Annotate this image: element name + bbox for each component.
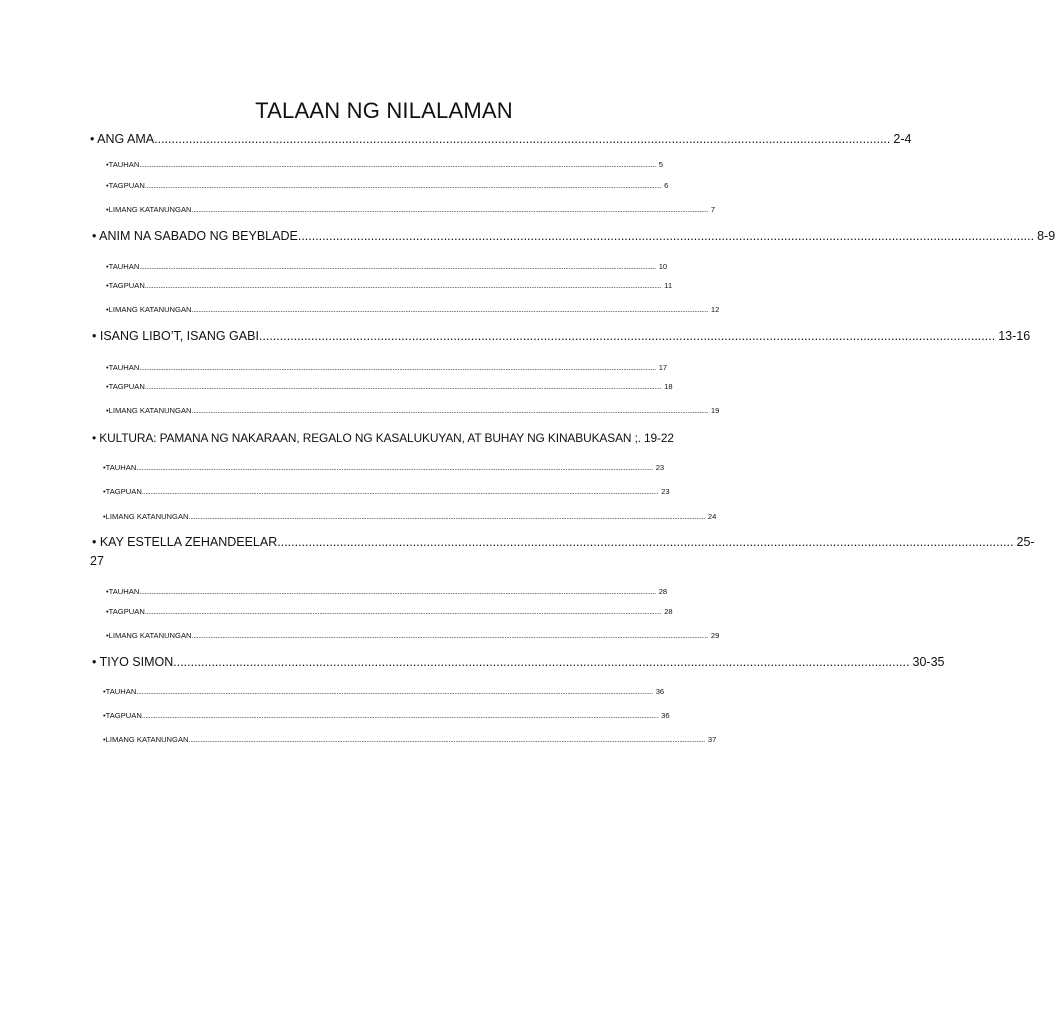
toc-subentry-label: •TAGPUAN (106, 281, 145, 290)
toc-entry (92, 229, 1055, 244)
page-title: TALAAN NG NILALAMAN (255, 98, 513, 123)
toc-entry-page: 8-9 (1037, 229, 1055, 243)
toc-subentry-label: •TAUHAN (106, 160, 140, 169)
toc-subentry-page: 5 (658, 160, 663, 169)
toc-entry-page: 25- (1016, 535, 1035, 549)
toc-subentry-label: •LIMANG KATANUNGAN (106, 406, 192, 415)
toc-subentry-label: •TAUHAN (106, 262, 140, 271)
toc-subentry-page: 23 (661, 487, 670, 496)
toc-entry (92, 655, 945, 670)
toc-subentry (106, 363, 668, 373)
toc-subentry (106, 406, 720, 416)
toc-subentry-label: •TAGPUAN (106, 607, 145, 616)
leader-dots: .............................................................................................................................................................................................................................................................................................................. (191, 205, 708, 214)
toc-entry-page: 2-4 (893, 132, 912, 146)
toc-subentry-page: 7 (710, 205, 716, 214)
leader-dots: .............................................................................................................................................................................................................................................................................................................. (188, 735, 705, 744)
toc-subentry-page: 23 (655, 463, 665, 472)
leader-dots: .............................................................................................................................................................................................................................................................................................................. (144, 281, 662, 290)
toc-subentry-label: •TAGPUAN (103, 487, 142, 496)
toc-entry (92, 431, 672, 446)
toc-subentry (106, 262, 668, 272)
leader-dots: .............................................................................................................................................................................................................................................................................................................. (141, 711, 659, 720)
leader-dots: .................................................................................................................................................................................................................... (297, 229, 1035, 243)
toc-subentry (106, 181, 669, 191)
toc-subentry-page: 10 (658, 262, 668, 271)
toc-entry-label: • KAY ESTELLA ZEHANDEELAR (92, 535, 278, 549)
leader-dots: .................................................................................................................................................................................................................... (277, 535, 1014, 549)
leader-dots: .............................................................................................................................................................................................................................................................................................................. (188, 512, 705, 521)
toc-entry-page-continued: 27 (90, 554, 104, 568)
toc-subentry-page: 19 (710, 406, 720, 415)
toc-entry-page: 30-35 (912, 655, 945, 669)
leader-dots: .............................................................................................................................................................................................................................................................................................................. (141, 487, 659, 496)
toc-subentry-page: 6 (664, 181, 669, 190)
leader-dots: .............................................................................................................................................................................................................................................................................................................. (191, 631, 708, 640)
leader-dots: .............................................................................................................................................................................................................................................................................................................. (136, 687, 653, 696)
toc-subentry-label: •TAUHAN (106, 363, 140, 372)
toc-subentry (103, 463, 665, 473)
toc-entry (92, 535, 1035, 550)
toc-subentry (106, 205, 716, 215)
toc-subentry (106, 281, 673, 291)
toc-subentry-page: 24 (707, 512, 717, 521)
toc-entry-label: • ANIM NA SABADO NG BEYBLADE (92, 229, 298, 243)
leader-dots: .............................................................................................................................................................................................................................................................................................................. (139, 262, 656, 271)
toc-entry-page: 19-22 (644, 431, 674, 445)
toc-subentry (103, 487, 670, 497)
toc-entry-label: • TIYO SIMON (92, 655, 174, 669)
toc-subentry (106, 607, 673, 617)
toc-subentry-page: 11 (664, 281, 673, 290)
toc-subentry-page: 28 (664, 607, 673, 616)
toc-subentry (106, 382, 673, 392)
leader-dots: .................................................................................................................................................................................................................... (154, 132, 891, 146)
leader-dots: .............................................................................................................................................................................................................................................................................................................. (139, 587, 656, 596)
toc-subentry (106, 587, 668, 597)
toc-subentry-page: 29 (710, 631, 720, 640)
toc-subentry-page: 37 (707, 735, 717, 744)
toc-subentry-label: •TAGPUAN (106, 181, 145, 190)
toc-subentry-page: 28 (658, 587, 668, 596)
leader-dots: .............................................................................................................................................................................................................................................................................................................. (136, 463, 653, 472)
leader-dots: .............................................................................................................................................................................................................................................................................................................. (139, 160, 656, 169)
toc-subentry-label: •LIMANG KATANUNGAN (103, 512, 189, 521)
leader-dots: .............................................................................................................................................................................................................................................................................................................. (139, 363, 656, 372)
toc-subentry-label: •LIMANG KATANUNGAN (106, 631, 192, 640)
toc-subentry-page: 17 (658, 363, 668, 372)
toc-subentry-page: 18 (664, 382, 673, 391)
toc-subentry-label: •TAUHAN (106, 587, 140, 596)
toc-subentry-page: 36 (661, 711, 670, 720)
toc-subentry (106, 160, 663, 170)
leader-dots: .............................................................................................................................................................................................................................................................................................................. (144, 607, 662, 616)
toc-subentry (103, 711, 670, 721)
toc-subentry (103, 735, 717, 745)
toc-subentry-page: 36 (655, 687, 665, 696)
toc-subentry-label: •TAGPUAN (103, 711, 142, 720)
leader-dots: .................................................................................................................................................................................................................... (173, 655, 910, 669)
leader-dots: .................................................................................................................................................................................................................... (258, 329, 996, 343)
toc-subentry-label: •TAGPUAN (106, 382, 145, 391)
toc-entry (92, 329, 1031, 344)
leader-dots: .............................................................................................................................................................................................................................................................................................................. (191, 406, 708, 415)
toc-entry-page: 13-16 (998, 329, 1031, 343)
leader-dots: .............................................................................................................................................................................................................................................................................................................. (144, 382, 662, 391)
toc-entry-label: • ANG AMA (90, 132, 155, 146)
toc-subentry (103, 687, 665, 697)
leader-dots: .............................................................................................................................................................................................................................................................................................................. (144, 181, 662, 190)
toc-subentry-page: 12 (710, 305, 720, 314)
toc-subentry-label: •LIMANG KATANUNGAN (106, 205, 192, 214)
toc-subentry (103, 512, 717, 522)
toc-subentry (106, 305, 720, 315)
toc-entry-label: • KULTURA: PAMANA NG NAKARAAN, REGALO NG KASALUKUYAN, AT BUHAY NG KINABUKASAN ;. (92, 431, 641, 445)
toc-subentry-label: •LIMANG KATANUNGAN (103, 735, 189, 744)
toc-subentry-label: •TAUHAN (103, 687, 137, 696)
toc-subentry-label: •LIMANG KATANUNGAN (106, 305, 192, 314)
leader-dots: .............................................................................................................................................................................................................................................................................................................. (191, 305, 708, 314)
toc-subentry (106, 631, 720, 641)
toc-entry-label: • ISANG LIBO’T, ISANG GABI (92, 329, 259, 343)
toc-subentry-label: •TAUHAN (103, 463, 137, 472)
toc-entry (90, 132, 912, 147)
